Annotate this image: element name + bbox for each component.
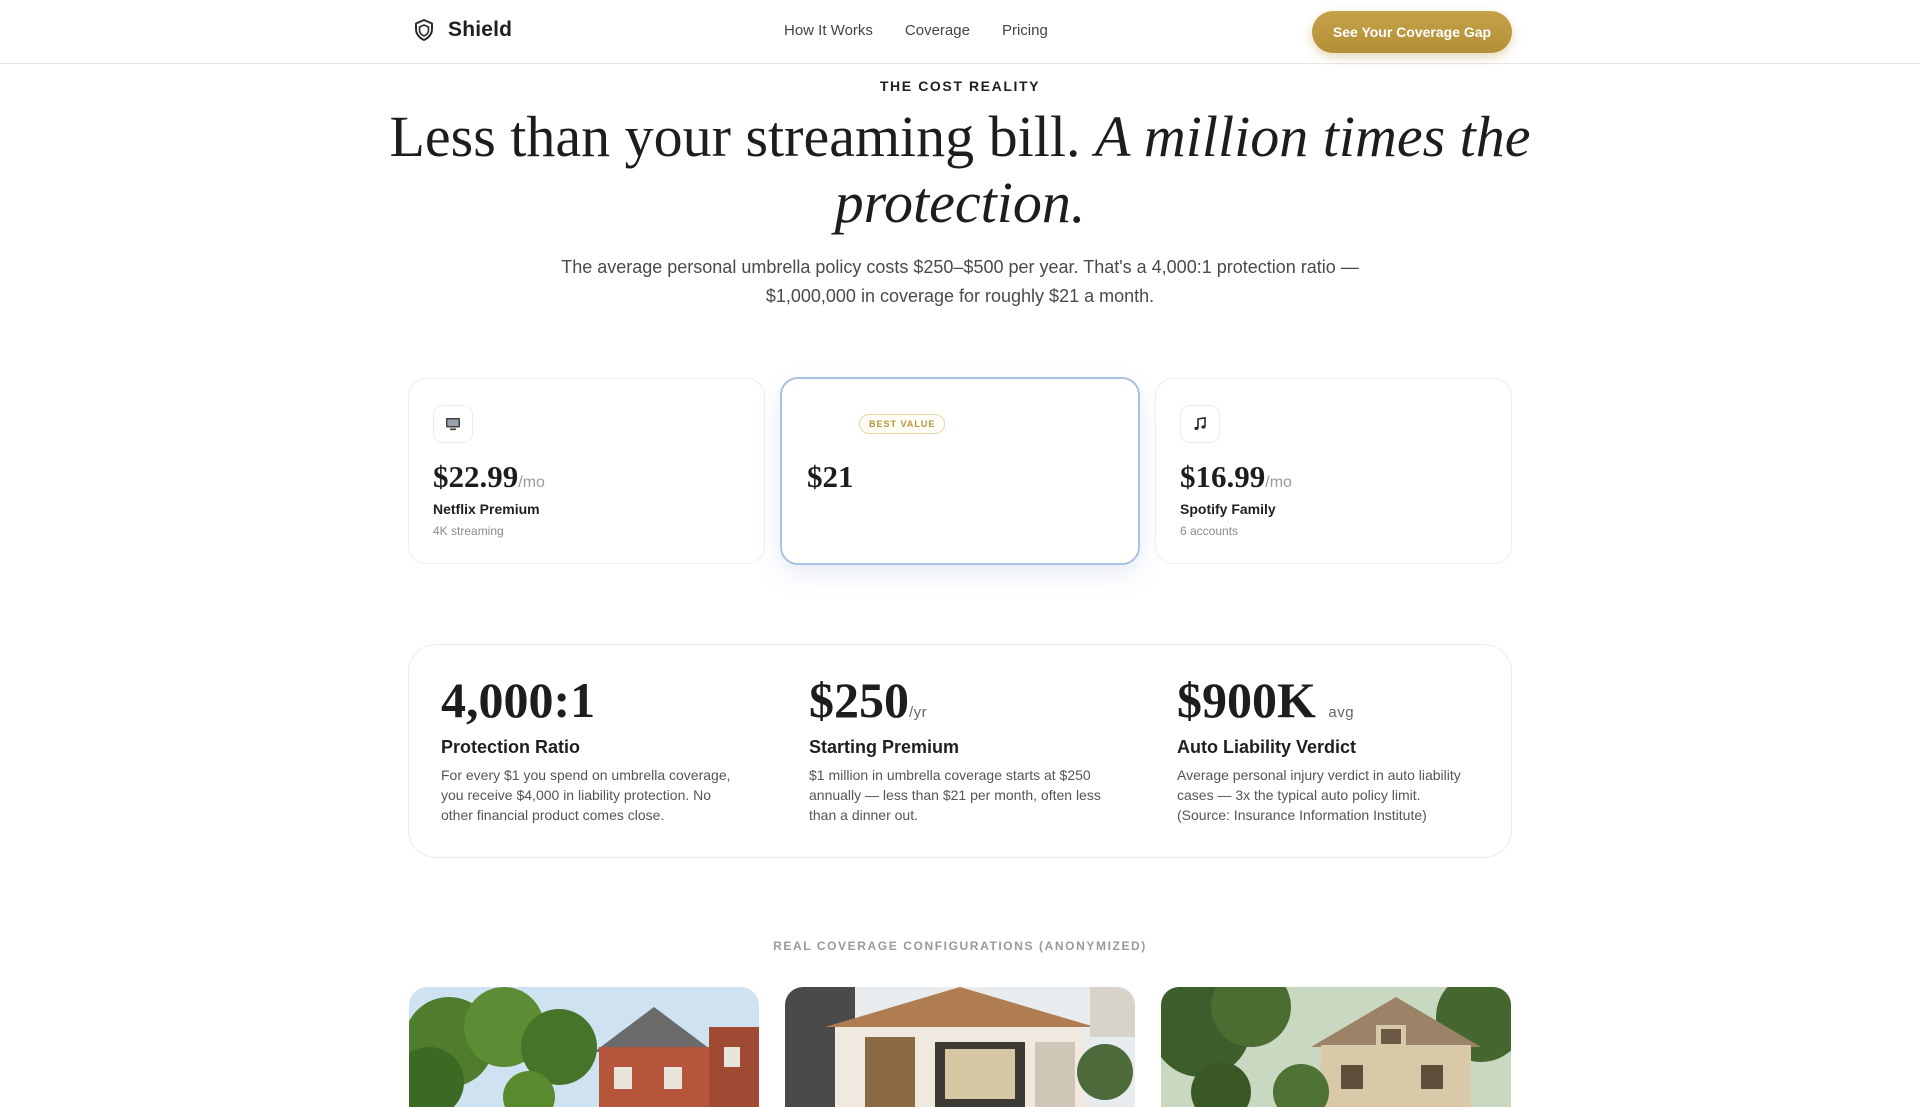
house-photo-cottage bbox=[1161, 987, 1511, 1107]
stat-label: Starting Premium bbox=[809, 737, 960, 757]
house-photo-modern bbox=[785, 987, 1135, 1107]
stat-unit: avg bbox=[1328, 704, 1355, 721]
price-card-netflix bbox=[408, 378, 765, 564]
price-card-spotify bbox=[1155, 378, 1512, 564]
price-value bbox=[807, 459, 854, 495]
top-navbar bbox=[0, 0, 1920, 64]
brand-home-link[interactable] bbox=[412, 18, 512, 42]
hero-headline bbox=[360, 104, 1560, 236]
stat-number: $250 bbox=[809, 672, 909, 728]
headline-italic: A million times the protection. bbox=[834, 104, 1531, 235]
music-note-icon bbox=[1180, 405, 1220, 443]
house-photo-brick bbox=[409, 987, 759, 1107]
shield-logo-icon bbox=[412, 18, 436, 42]
house-photo-card[interactable] bbox=[785, 987, 1135, 1107]
house-photo-card[interactable] bbox=[409, 987, 759, 1107]
see-coverage-gap-button[interactable]: See Your Coverage Gap bbox=[1312, 11, 1512, 53]
brand-name: Shield bbox=[448, 18, 513, 41]
stats-panel bbox=[408, 644, 1512, 858]
stat-number: $900K bbox=[1177, 672, 1316, 728]
price-card-umbrella bbox=[780, 377, 1140, 565]
nav-link-coverage[interactable]: Coverage bbox=[904, 22, 970, 39]
stat-unit: /yr bbox=[909, 704, 928, 721]
price-unit: /mo bbox=[1265, 474, 1292, 491]
configurations-label: REAL COVERAGE CONFIGURATIONS (ANONYMIZED) bbox=[773, 939, 1147, 953]
stat-number: 4,000:1 bbox=[441, 672, 596, 728]
hero-subhead: The average personal umbrella policy costs $250–$500 per year. That's a 4,000:1 protection ratio — $1,000,000 in coverage for roughly $21 a month. bbox=[561, 257, 1359, 306]
stat-label: Auto Liability Verdict bbox=[1177, 737, 1357, 757]
stat-description: $1 million in umbrella coverage starts at $250 annually — less than $21 per month, often less than a dinner out. bbox=[809, 767, 1101, 823]
stat-description: Average personal injury verdict in auto liability cases — 3x the typical auto policy limit. (Source: Insurance Information Institute) bbox=[1177, 767, 1461, 823]
stat-value bbox=[1177, 671, 1354, 729]
price-amount: $22.99 bbox=[433, 459, 519, 494]
service-name: Spotify Family bbox=[1180, 501, 1276, 517]
service-detail: 6 accounts bbox=[1180, 524, 1239, 538]
price-value bbox=[433, 459, 545, 495]
stat-value bbox=[441, 671, 595, 729]
price-amount: $16.99 bbox=[1180, 459, 1266, 494]
nav-link-pricing[interactable]: Pricing bbox=[1001, 22, 1048, 39]
tv-icon bbox=[433, 405, 473, 443]
stat-label: Protection Ratio bbox=[441, 737, 581, 757]
stat-description: For every $1 you spend on umbrella coverage, you receive $4,000 in liability protection. No other financial product comes close. bbox=[441, 767, 731, 823]
nav-links bbox=[784, 22, 1048, 39]
price-unit: /mo bbox=[518, 474, 545, 491]
service-detail: 4K streaming bbox=[433, 524, 504, 538]
stat-value bbox=[809, 671, 927, 729]
house-photo-card[interactable] bbox=[1161, 987, 1511, 1107]
best-value-badge: BEST VALUE bbox=[859, 414, 945, 434]
nav-link-how-it-works[interactable]: How It Works bbox=[784, 22, 873, 39]
price-value bbox=[1180, 459, 1292, 495]
section-eyebrow: THE COST REALITY bbox=[879, 78, 1041, 94]
headline-plain: Less than your streaming bill. bbox=[389, 104, 1081, 169]
service-name: Netflix Premium bbox=[433, 501, 540, 517]
price-amount: $21 bbox=[807, 459, 854, 494]
